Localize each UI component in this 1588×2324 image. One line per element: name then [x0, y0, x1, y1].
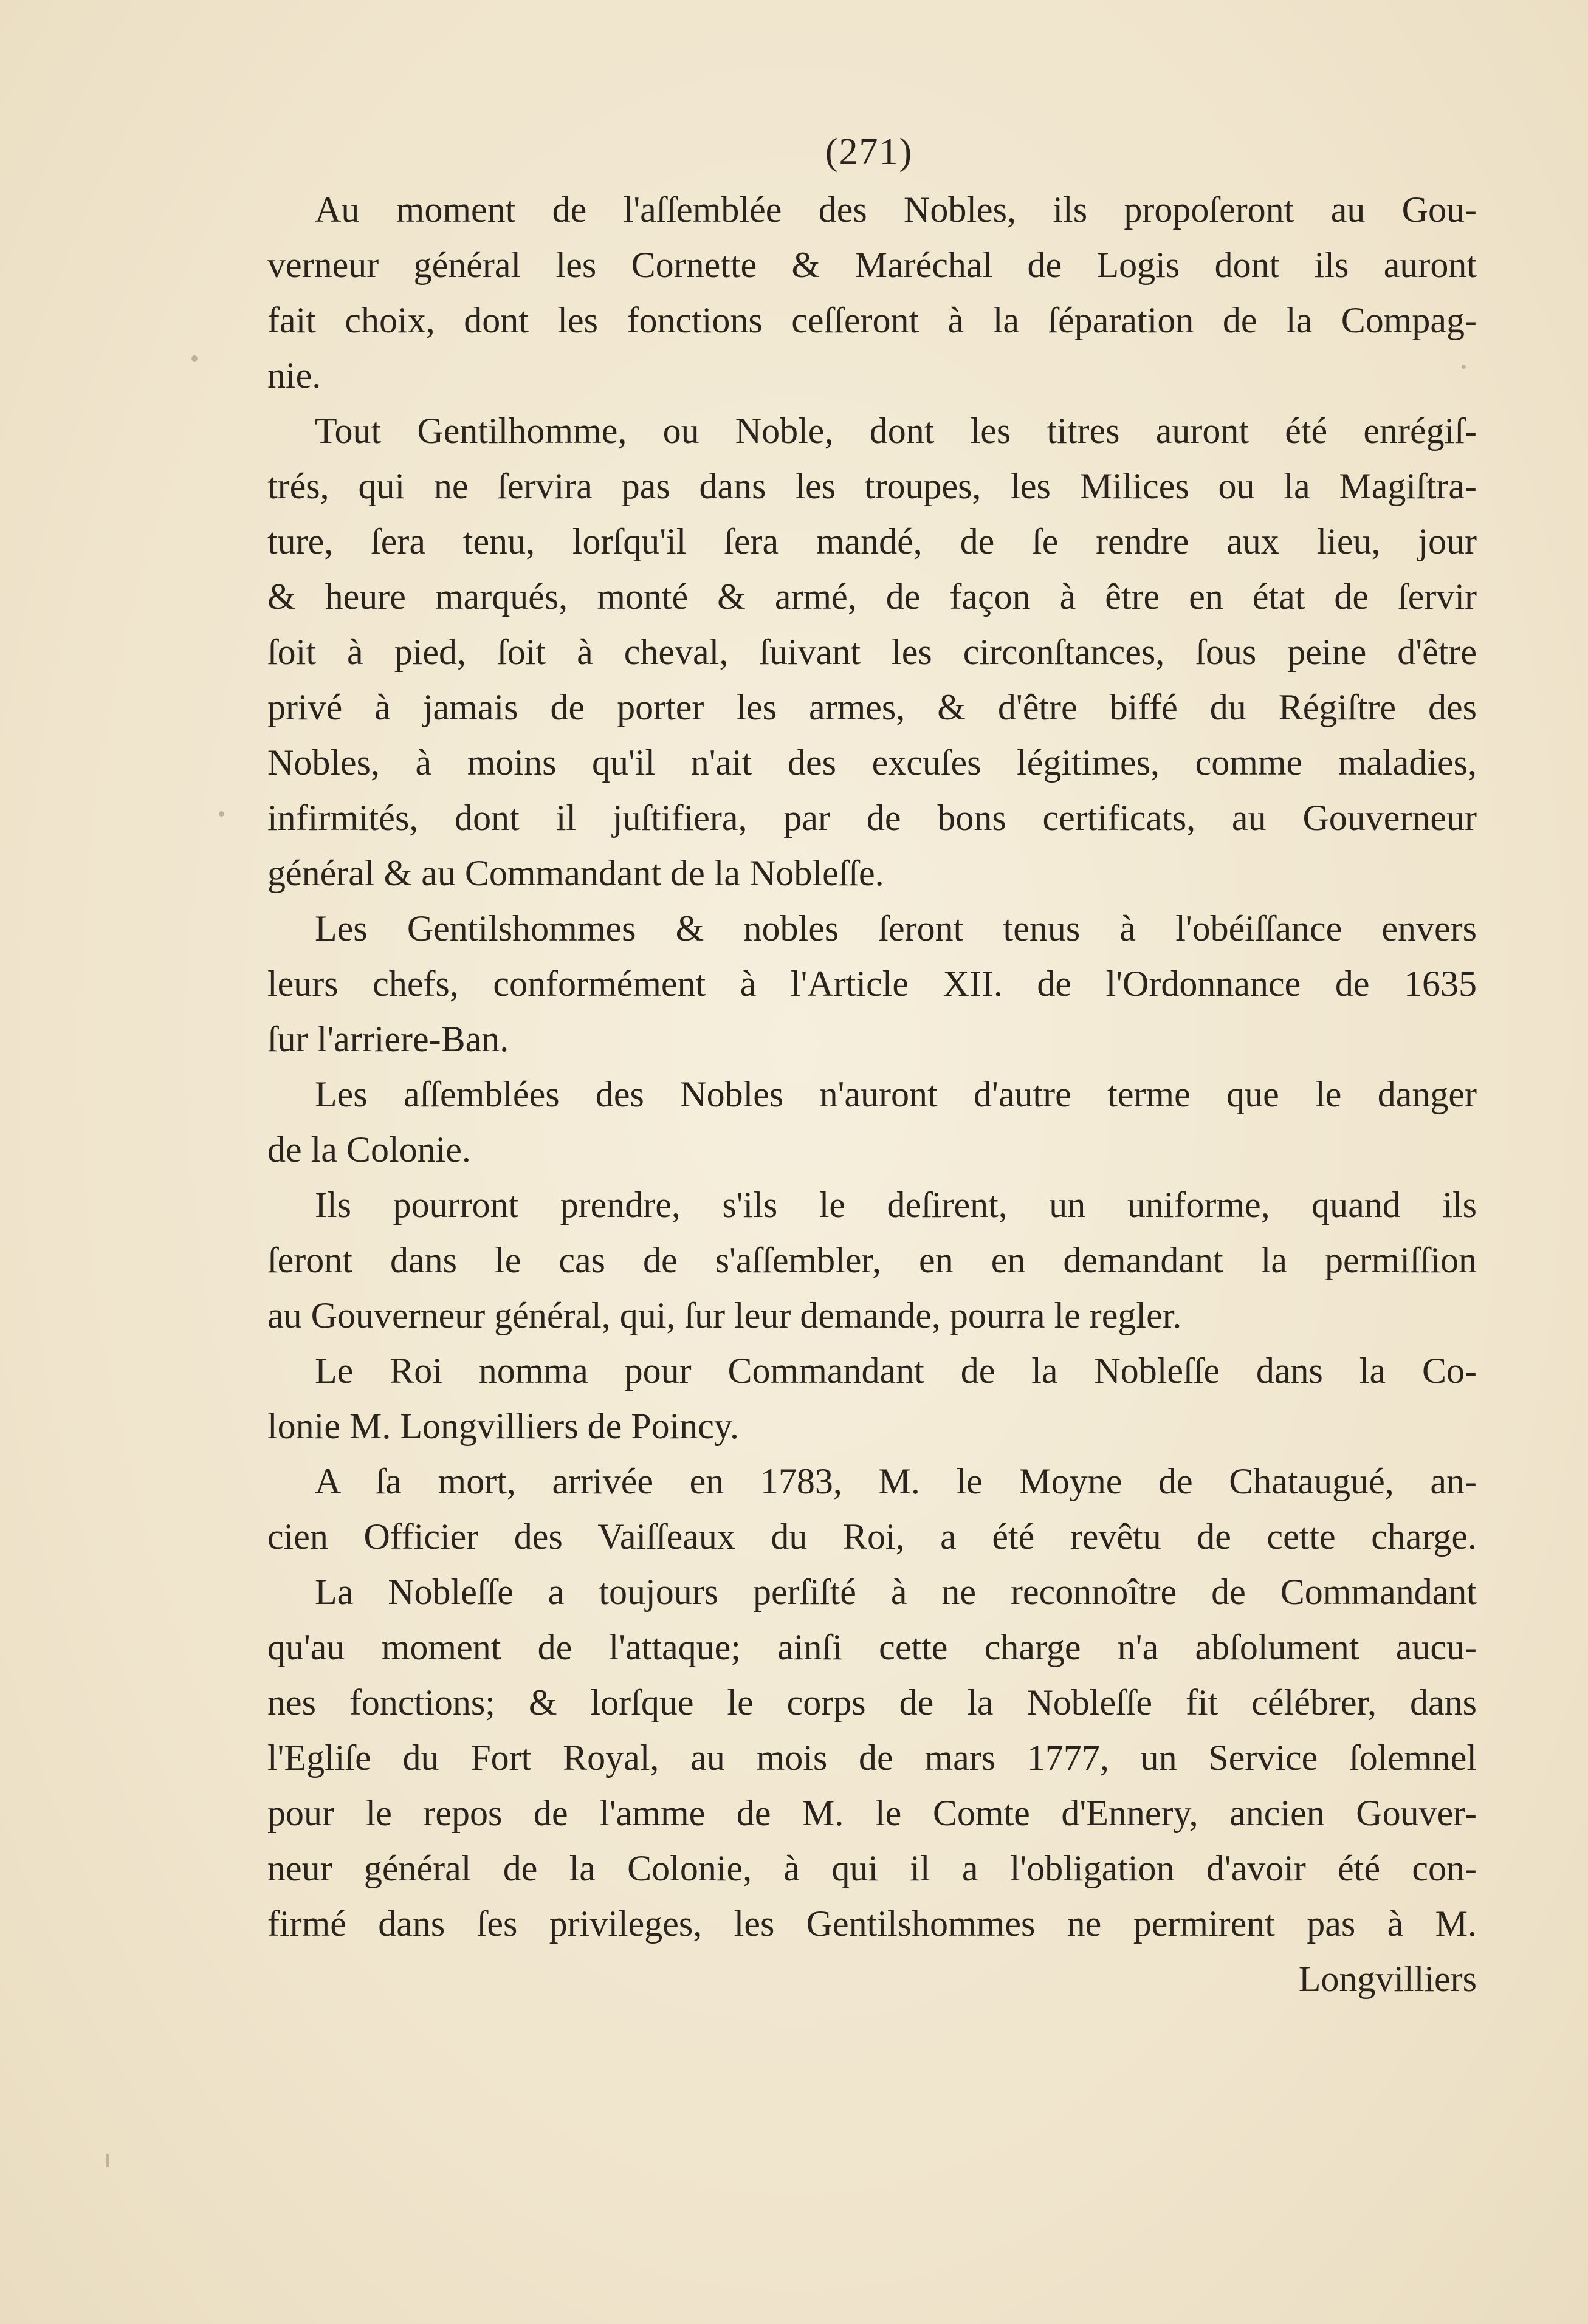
text-line: & heure marqués, monté & armé, de façon à être en état de ſervir — [267, 577, 1477, 617]
text-line: lonie M. Longvilliers de Poincy. — [267, 1406, 740, 1446]
text-line: leurs chefs, conformément à l'Article XII. de l'Ordonnance de 1635 — [267, 964, 1477, 1004]
text-line: nes fonctions; & lorſque le corps de la Nobleſſe fit célébrer, dans — [267, 1682, 1477, 1722]
paper-speck — [1462, 365, 1466, 369]
text-line: l'Egliſe du Fort Royal, au mois de mars 1777, un Service ſolemnel — [267, 1738, 1477, 1778]
text-line: cien Officier des Vaiſſeaux du Roi, a été revêtu de cette charge. — [267, 1517, 1477, 1557]
text-line: verneur général les Cornette & Maréchal de Logis dont ils auront — [267, 245, 1477, 285]
text-line: neur général de la Colonie, à qui il a l'obligation d'avoir été con- — [267, 1848, 1477, 1888]
text-line: ſoit à pied, ſoit à cheval, ſuivant les circonſtances, ſous peine d'être — [267, 632, 1477, 672]
text-line: Les aſſemblées des Nobles n'auront d'autre terme que le danger — [315, 1074, 1477, 1114]
text-line: qu'au moment de l'attaque; ainſi cette charge n'a abſolument aucu- — [267, 1627, 1477, 1667]
body-text — [267, 182, 1477, 2007]
text-line: ture, ſera tenu, lorſqu'il ſera mandé, de ſe rendre aux lieu, jour — [267, 521, 1477, 561]
text-line: ſeront dans le cas de s'aſſembler, en en demandant la permiſſion — [267, 1240, 1477, 1280]
text-line: ſur l'arriere-Ban. — [267, 1019, 509, 1059]
text-line: fait choix, dont les fonctions ceſſeront à la ſéparation de la Compag- — [267, 300, 1477, 340]
text-line: La Nobleſſe a toujours perſiſté à ne reconnoître de Commandant — [315, 1572, 1477, 1612]
text-line: pour le repos de l'amme de M. le Comte d'Ennery, ancien Gouver- — [267, 1793, 1477, 1833]
text-line: privé à jamais de porter les armes, & d'être biffé du Régiſtre des — [267, 687, 1477, 727]
text-line: A ſa mort, arrivée en 1783, M. le Moyne de Chataugué, an- — [315, 1461, 1477, 1501]
text-line: nie. — [267, 355, 321, 396]
text-line: Ils pourront prendre, s'ils le deſirent, un uniforme, quand ils — [315, 1185, 1477, 1225]
catchword: Longvilliers — [1298, 1959, 1477, 1999]
text-line: Tout Gentilhomme, ou Noble, dont les titres auront été enrégiſ- — [315, 411, 1477, 451]
text-line: général & au Commandant de la Nobleſſe. — [267, 853, 884, 893]
text-line: firmé dans ſes privileges, les Gentilshommes ne permirent pas à M. — [267, 1904, 1477, 1944]
text-line: trés, qui ne ſervira pas dans les troupes, les Milices ou la Magiſtra- — [267, 466, 1477, 506]
paper-speck — [191, 355, 198, 362]
paper-speck — [106, 2154, 109, 2167]
text-line: de la Colonie. — [267, 1129, 471, 1170]
page-number: (271) — [825, 131, 913, 173]
text-line: Nobles, à moins qu'il n'ait des excuſes légitimes, comme maladies, — [267, 742, 1477, 783]
text-line: Au moment de l'aſſemblée des Nobles, ils propoſeront au Gou- — [315, 190, 1477, 230]
text-line: Les Gentilshommes & nobles ſeront tenus à l'obéiſſance envers — [315, 908, 1477, 948]
text-line: infirmités, dont il juſtifiera, par de bons certificats, au Gouverneur — [267, 798, 1477, 838]
text-line: au Gouverneur général, qui, ſur leur demande, pourra le regler. — [267, 1295, 1182, 1335]
text-line: Le Roi nomma pour Commandant de la Nobleſſe dans la Co- — [315, 1351, 1477, 1391]
paper-speck — [219, 811, 224, 817]
